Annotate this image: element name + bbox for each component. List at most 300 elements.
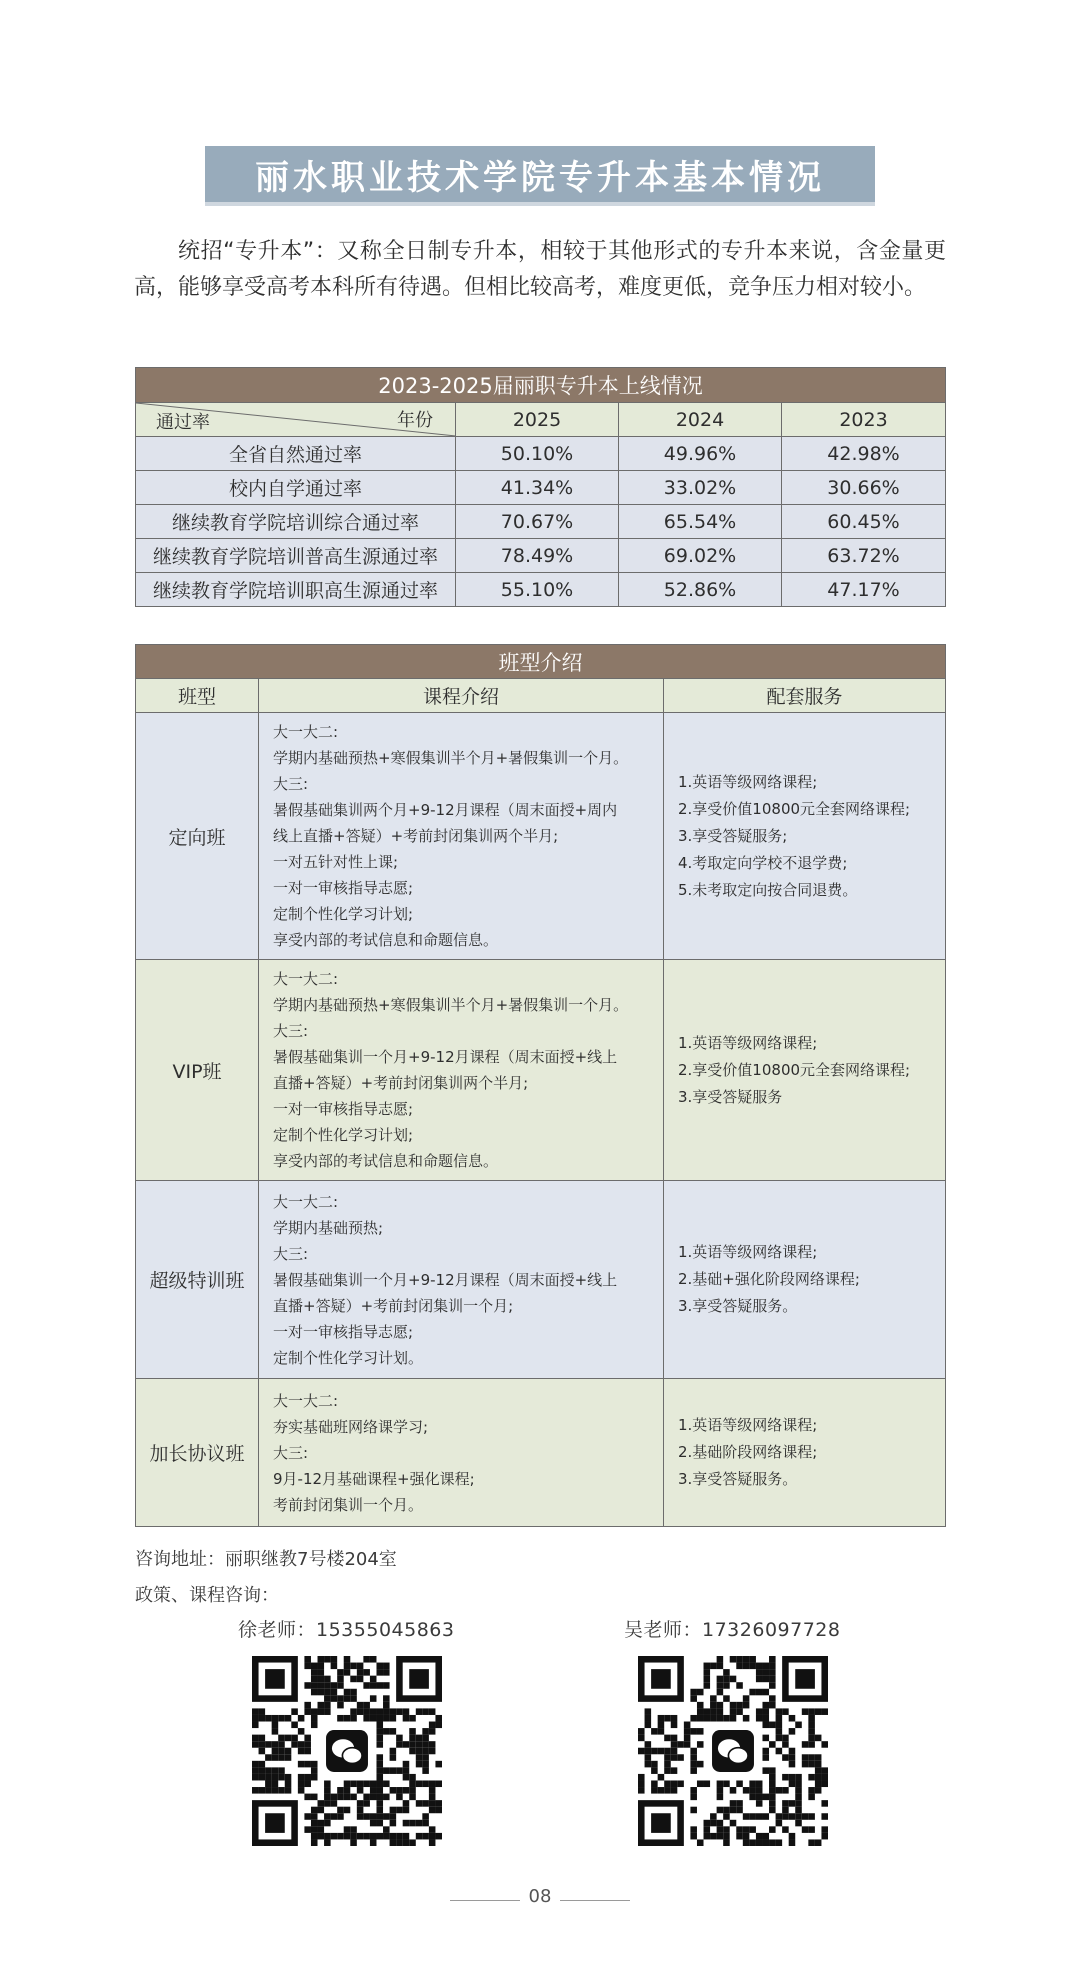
qr-module	[802, 1813, 809, 1820]
service-line: 3.享受答疑服务。	[678, 1470, 798, 1488]
qr-module	[717, 1708, 724, 1715]
qr-module	[821, 1741, 828, 1748]
qr-module	[710, 1708, 717, 1715]
corner-header	[136, 403, 456, 437]
qr-module	[749, 1839, 756, 1846]
service-line: 2.享受价值10800元全套网络课程;	[678, 799, 911, 818]
qr-module	[259, 1787, 266, 1794]
qr-module	[723, 1715, 730, 1722]
qr-module	[403, 1708, 410, 1715]
qr-module	[769, 1682, 776, 1689]
qr-module	[331, 1689, 338, 1696]
course-line: 大一大二:	[273, 1391, 339, 1410]
qr-module	[821, 1780, 828, 1787]
qr-module	[363, 1669, 370, 1676]
qr-module	[815, 1761, 822, 1768]
qr-module	[776, 1715, 783, 1722]
qr-module	[344, 1669, 351, 1676]
qr-module	[331, 1695, 338, 1702]
qr-module	[776, 1787, 783, 1794]
qr-module	[776, 1708, 783, 1715]
qr-module	[789, 1780, 796, 1787]
qr-module	[318, 1826, 325, 1833]
qr-module	[311, 1669, 318, 1676]
qr-module	[370, 1708, 377, 1715]
qr-module	[736, 1708, 743, 1715]
qr-module	[272, 1787, 279, 1794]
qr-module	[756, 1787, 763, 1794]
service-line: 1.英语等级网络课程;	[678, 1243, 818, 1261]
qr-module	[776, 1728, 783, 1735]
qr-module	[265, 1780, 272, 1787]
qr-module	[736, 1833, 743, 1840]
qr-module	[704, 1780, 711, 1787]
course-line: 享受内部的考试信息和命题信息。	[273, 1152, 499, 1170]
qr-module	[337, 1695, 344, 1702]
qr-module	[697, 1708, 704, 1715]
qr-module	[318, 1669, 325, 1676]
qr-module	[357, 1833, 364, 1840]
qr-module	[383, 1682, 390, 1689]
qr-module	[383, 1794, 390, 1801]
qr-module	[690, 1794, 697, 1801]
qr-module	[324, 1689, 331, 1696]
qr-module	[337, 1833, 344, 1840]
course-line: 享受内部的考试信息和命题信息。	[273, 931, 499, 949]
rate-cell: 78.49%	[456, 539, 619, 573]
qr-module	[324, 1708, 331, 1715]
qr-module	[370, 1715, 377, 1722]
qr-module	[789, 1833, 796, 1840]
qr-module	[344, 1780, 351, 1787]
qr-module	[363, 1794, 370, 1801]
qr-module	[795, 1722, 802, 1729]
qr-module	[259, 1774, 266, 1781]
qr-module	[272, 1741, 279, 1748]
course-line: 大三:	[273, 1443, 309, 1462]
qr-module	[311, 1708, 318, 1715]
qr-module	[304, 1702, 311, 1709]
qr-module	[259, 1735, 266, 1742]
qr-module	[749, 1656, 756, 1663]
qr-module	[304, 1682, 311, 1689]
qr-module	[645, 1761, 652, 1768]
qr-module	[664, 1735, 671, 1742]
qr-module	[743, 1695, 750, 1702]
qr-module	[272, 1722, 279, 1729]
qr-module	[690, 1695, 697, 1702]
qr-module	[795, 1820, 802, 1827]
qr-module	[409, 1820, 416, 1827]
consult-address: 咨询地址：丽职继教7号楼204室	[135, 1549, 397, 1570]
qr-module	[762, 1708, 769, 1715]
qr-module	[252, 1735, 259, 1742]
qr-module	[350, 1715, 357, 1722]
qr-module	[808, 1813, 815, 1820]
qr-module	[789, 1774, 796, 1781]
course-line: 大一大二:	[273, 723, 339, 741]
qr-module	[736, 1826, 743, 1833]
qr-module	[756, 1669, 763, 1676]
class-name: 超级特训班	[136, 1181, 259, 1379]
qr-module	[298, 1741, 305, 1748]
qr-module	[422, 1813, 429, 1820]
qr-module	[802, 1826, 809, 1833]
qr-module	[416, 1741, 423, 1748]
qr-module	[743, 1656, 750, 1663]
qr-module	[671, 1780, 678, 1787]
qr-module	[435, 1715, 442, 1722]
qr-module	[403, 1761, 410, 1768]
qr-module	[697, 1741, 704, 1748]
qr-module	[331, 1794, 338, 1801]
qr-module	[651, 1787, 658, 1794]
qr-module	[376, 1774, 383, 1781]
table-row	[136, 713, 946, 960]
table-row	[136, 960, 946, 1181]
qr-module	[730, 1676, 737, 1683]
qr-module	[684, 1728, 691, 1735]
qr-module	[376, 1682, 383, 1689]
qr-module	[272, 1774, 279, 1781]
qr-module	[736, 1702, 743, 1709]
qr-module	[690, 1833, 697, 1840]
qr-module	[743, 1787, 750, 1794]
qr-module	[671, 1754, 678, 1761]
qr-module	[730, 1787, 737, 1794]
qr-module	[815, 1787, 822, 1794]
year-header: 2023	[782, 403, 946, 437]
qr-module	[376, 1813, 383, 1820]
qr-module	[416, 1833, 423, 1840]
qr-module	[403, 1767, 410, 1774]
qr-module	[769, 1767, 776, 1774]
qr-module	[769, 1663, 776, 1670]
qr-module	[403, 1820, 410, 1827]
qr-module	[769, 1656, 776, 1663]
qr-module	[337, 1787, 344, 1794]
qr-module	[311, 1794, 318, 1801]
qr-module	[749, 1689, 756, 1696]
qr-module	[422, 1728, 429, 1735]
qr-module	[808, 1774, 815, 1781]
qr-module	[429, 1708, 436, 1715]
qr-module	[396, 1787, 403, 1794]
qr-module	[350, 1689, 357, 1696]
qr-module	[344, 1794, 351, 1801]
qr-module	[390, 1839, 397, 1846]
course-line: 学期内基础预热+寒假集训半个月+暑假集训一个月。	[273, 996, 629, 1014]
qr-module	[762, 1663, 769, 1670]
qr-module	[782, 1813, 789, 1820]
service-line: 3.享受答疑服务;	[678, 826, 788, 845]
qr-module	[252, 1774, 259, 1781]
qr-module	[376, 1820, 383, 1827]
qr-module	[259, 1767, 266, 1774]
qr-module	[789, 1748, 796, 1755]
qr-module	[795, 1780, 802, 1787]
qr-module	[357, 1669, 364, 1676]
qr-module	[710, 1695, 717, 1702]
qr-module	[383, 1715, 390, 1722]
qr-module	[331, 1663, 338, 1670]
qr-module	[749, 1787, 756, 1794]
qr-module	[690, 1689, 697, 1696]
qr-module	[429, 1794, 436, 1801]
qr-module	[789, 1728, 796, 1735]
qr-module	[298, 1748, 305, 1755]
qr-module	[363, 1800, 370, 1807]
qr-module	[422, 1754, 429, 1761]
qr-module	[383, 1813, 390, 1820]
qr-module	[337, 1794, 344, 1801]
qr-module	[409, 1780, 416, 1787]
table-row	[136, 1181, 946, 1379]
qr-module	[278, 1774, 285, 1781]
qr-module	[376, 1754, 383, 1761]
pass-table-caption: 2023-2025届丽职专升本上线情况	[136, 368, 946, 403]
course-line: 9月-12月基础课程+强化课程;	[273, 1469, 475, 1488]
qr-module	[671, 1722, 678, 1729]
qr-module	[717, 1676, 724, 1683]
qr-module	[776, 1813, 783, 1820]
qr-module	[704, 1826, 711, 1833]
qr-module	[717, 1787, 724, 1794]
qr-module	[357, 1780, 364, 1787]
qr-module	[396, 1794, 403, 1801]
qr-module	[756, 1676, 763, 1683]
qr-module	[278, 1767, 285, 1774]
qr-module	[756, 1800, 763, 1807]
course-description	[259, 960, 664, 1181]
course-line: 考前封闭集训一个月。	[273, 1495, 424, 1514]
qr-module	[311, 1767, 318, 1774]
qr-module	[331, 1800, 338, 1807]
qr-module	[429, 1833, 436, 1840]
qr-module	[422, 1735, 429, 1742]
qr-module	[396, 1839, 403, 1846]
qr-module	[684, 1722, 691, 1729]
qr-module	[376, 1761, 383, 1768]
course-line: 直播+答疑）+考前封闭集训一个月;	[273, 1296, 514, 1315]
qr-module	[749, 1813, 756, 1820]
course-description	[259, 1181, 664, 1379]
qr-module	[376, 1715, 383, 1722]
qr-module	[304, 1761, 311, 1768]
qr-module	[769, 1774, 776, 1781]
qr-module	[671, 1787, 678, 1794]
qr-module	[416, 1708, 423, 1715]
qr-module	[344, 1663, 351, 1670]
qr-module	[710, 1833, 717, 1840]
qr-module	[344, 1689, 351, 1696]
qr-module	[390, 1820, 397, 1827]
qr-module	[782, 1735, 789, 1742]
qr-module	[723, 1676, 730, 1683]
qr-module	[795, 1813, 802, 1820]
qr-module	[409, 1787, 416, 1794]
qr-module	[435, 1780, 442, 1787]
rate-cell: 50.10%	[456, 437, 619, 471]
qr-module	[390, 1807, 397, 1814]
qr-module	[370, 1839, 377, 1846]
qr-module	[710, 1813, 717, 1820]
qr-module	[304, 1656, 311, 1663]
qr-module	[749, 1663, 756, 1670]
service-list	[664, 1379, 946, 1527]
column-header: 配套服务	[664, 679, 946, 713]
qr-module	[769, 1800, 776, 1807]
qr-module	[749, 1794, 756, 1801]
qr-module	[638, 1748, 645, 1755]
qr-module	[311, 1826, 318, 1833]
qr-module	[291, 1708, 298, 1715]
qr-module	[318, 1689, 325, 1696]
qr-module	[730, 1800, 737, 1807]
qr-module	[671, 1741, 678, 1748]
qr-module	[690, 1807, 697, 1814]
qr-module	[704, 1708, 711, 1715]
qr-module	[376, 1780, 383, 1787]
column-header: 班型	[136, 679, 259, 713]
qr-module	[265, 1754, 272, 1761]
row-label: 继续教育学院培训职高生源通过率	[136, 573, 456, 607]
qr-module	[252, 1761, 259, 1768]
course-line: 定制个性化学习计划;	[273, 905, 414, 923]
qr-module	[762, 1748, 769, 1755]
class-type-table	[135, 644, 946, 1527]
qr-module	[762, 1754, 769, 1761]
qr-module	[337, 1715, 344, 1722]
qr-module	[723, 1695, 730, 1702]
qr-module	[690, 1826, 697, 1833]
qr-module	[645, 1708, 652, 1715]
qr-module	[318, 1800, 325, 1807]
qr-module	[285, 1754, 292, 1761]
qr-module	[671, 1767, 678, 1774]
qr-module	[370, 1676, 377, 1683]
qr-module	[357, 1807, 364, 1814]
qr-module	[311, 1833, 318, 1840]
qr-module	[396, 1767, 403, 1774]
qr-module	[324, 1780, 331, 1787]
qr-module	[422, 1761, 429, 1768]
qr-module	[782, 1807, 789, 1814]
qr-module	[390, 1787, 397, 1794]
qr-module	[704, 1820, 711, 1827]
page-title: 丽水职业技术学院专升本基本情况	[205, 146, 875, 206]
qr-module	[717, 1656, 724, 1663]
qr-module	[272, 1748, 279, 1755]
course-line: 定制个性化学习计划;	[273, 1126, 414, 1144]
qr-module	[298, 1715, 305, 1722]
qr-module	[802, 1708, 809, 1715]
qr-module	[272, 1780, 279, 1787]
qr-module	[370, 1833, 377, 1840]
qr-module	[762, 1689, 769, 1696]
qr-module	[376, 1663, 383, 1670]
qr-module	[285, 1780, 292, 1787]
qr-module	[645, 1715, 652, 1722]
qr-module	[638, 1735, 645, 1742]
qr-module	[815, 1754, 822, 1761]
qr-module	[730, 1807, 737, 1814]
course-description	[259, 713, 664, 960]
qr-module	[383, 1780, 390, 1787]
qr-module	[730, 1656, 737, 1663]
qr-module	[324, 1800, 331, 1807]
qr-module	[776, 1820, 783, 1827]
qr-module	[638, 1774, 645, 1781]
qr-module	[350, 1676, 357, 1683]
qr-module	[762, 1833, 769, 1840]
qr-module	[717, 1780, 724, 1787]
class-name: 加长协议班	[136, 1379, 259, 1527]
qr-module	[717, 1702, 724, 1709]
qr-module	[298, 1774, 305, 1781]
qr-module	[782, 1774, 789, 1781]
qr-module	[704, 1663, 711, 1670]
qr-module	[710, 1702, 717, 1709]
table-row	[136, 471, 946, 505]
qr-module	[677, 1754, 684, 1761]
qr-module	[318, 1833, 325, 1840]
qr-module	[416, 1780, 423, 1787]
qr-module	[435, 1722, 442, 1729]
qr-module	[769, 1722, 776, 1729]
service-line: 3.享受答疑服务。	[678, 1297, 798, 1315]
qr-module	[769, 1787, 776, 1794]
course-line: 大三:	[273, 1244, 309, 1263]
qr-module	[350, 1708, 357, 1715]
teacher-xu-contact: 徐老师：15355045863	[238, 1619, 455, 1641]
course-line: 学期内基础预热+寒假集训半个月+暑假集训一个月。	[273, 749, 629, 767]
rate-cell: 49.96%	[619, 437, 782, 471]
qr-module	[743, 1813, 750, 1820]
qr-module	[376, 1735, 383, 1742]
qr-module	[645, 1722, 652, 1729]
corner-year-label: 年份	[397, 410, 433, 431]
qr-module	[337, 1669, 344, 1676]
qr-module	[638, 1787, 645, 1794]
qr-module	[291, 1735, 298, 1742]
qr-module	[318, 1702, 325, 1709]
qr-module	[390, 1813, 397, 1820]
qr-module	[704, 1676, 711, 1683]
qr-module	[383, 1669, 390, 1676]
qr-module	[318, 1807, 325, 1814]
class-table-caption: 班型介绍	[136, 645, 946, 679]
course-line: 暑假基础集训一个月+9-12月课程（周末面授+线上	[273, 1048, 618, 1066]
course-line: 大一大二:	[273, 1192, 339, 1211]
qr-module	[265, 1787, 272, 1794]
qr-module	[252, 1708, 259, 1715]
qr-module	[383, 1702, 390, 1709]
qr-module	[808, 1741, 815, 1748]
qr-module	[756, 1780, 763, 1787]
qr-module	[743, 1833, 750, 1840]
rate-cell: 65.54%	[619, 505, 782, 539]
qr-module	[429, 1722, 436, 1729]
qr-module	[376, 1669, 383, 1676]
service-list	[664, 713, 946, 960]
rate-cell: 63.72%	[782, 539, 946, 573]
qr-module	[324, 1833, 331, 1840]
qr-module	[311, 1715, 318, 1722]
service-line: 1.英语等级网络课程;	[678, 772, 818, 791]
qr-module	[390, 1708, 397, 1715]
qr-module	[808, 1754, 815, 1761]
